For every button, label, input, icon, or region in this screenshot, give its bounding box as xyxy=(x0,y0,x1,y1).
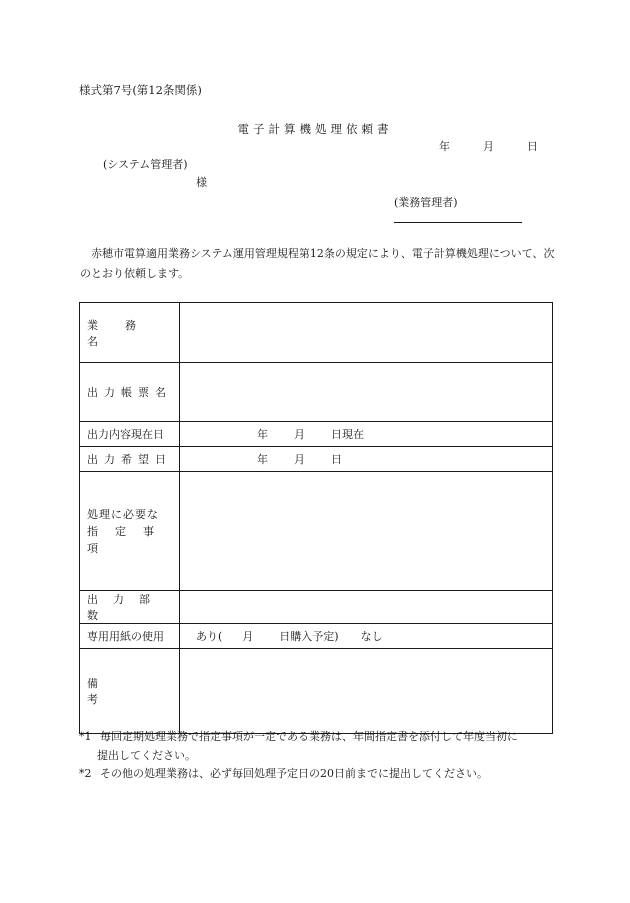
table-row xyxy=(80,447,553,472)
special-paper-field[interactable] xyxy=(180,624,553,649)
year-label: 年 xyxy=(257,453,268,466)
label-line-1: 処理に必要な xyxy=(87,507,159,521)
desired-output-date-field[interactable] xyxy=(180,447,553,472)
note-mark: *1 xyxy=(79,730,92,743)
table-row xyxy=(80,363,553,422)
label-text: 出力希望日 xyxy=(87,453,172,466)
honorific: 様 xyxy=(196,176,207,189)
row-label-special-paper xyxy=(80,624,180,649)
remarks-field[interactable] xyxy=(180,649,553,734)
day-label: 日現在 xyxy=(331,428,364,441)
request-form-table xyxy=(79,302,553,734)
label-spread xyxy=(87,317,165,349)
note-mark: *2 xyxy=(79,767,92,780)
label-text: 出力部数 xyxy=(87,593,165,622)
date-values xyxy=(180,451,552,467)
row-label-remarks xyxy=(80,649,180,734)
output-form-name-field[interactable] xyxy=(180,363,553,422)
label-two-lines xyxy=(87,506,179,557)
date-values xyxy=(180,426,552,442)
table-row xyxy=(80,303,553,363)
row-label-output-copies xyxy=(80,591,180,624)
output-content-date-field[interactable] xyxy=(180,422,553,447)
document-date xyxy=(439,138,538,154)
label-text: 専用用紙の使用 xyxy=(87,630,164,643)
intro-paragraph: 赤穂市電算適用業務システム運用管理規程第12条の規定により、電子計算機処理について、次のとおり依頼します。 xyxy=(80,247,555,280)
year-label: 年 xyxy=(257,428,268,441)
signature-line[interactable] xyxy=(394,222,522,223)
row-label-desired-output-date xyxy=(80,447,180,472)
purchase-day-label: 日購入予定) xyxy=(279,630,339,643)
sender-role: (業務管理者) xyxy=(394,196,458,209)
note-2 xyxy=(79,765,488,781)
date-month-label: 月 xyxy=(483,140,494,153)
form-number: 様式第7号(第12条関係) xyxy=(79,83,202,97)
note-text: その他の処理業務は、必ず毎回処理予定日の20日前までに提出してください。 xyxy=(100,767,488,780)
table-row xyxy=(80,624,553,649)
business-name-field[interactable] xyxy=(180,303,553,363)
label-text: 出力内容現在日 xyxy=(87,428,164,441)
required-specifications-field[interactable] xyxy=(180,472,553,591)
month-label: 月 xyxy=(294,453,305,466)
label-text: 業務名 xyxy=(87,318,163,348)
note-text-continued: 提出してください。 xyxy=(97,749,196,762)
row-label-output-form-name xyxy=(80,363,180,422)
day-label: 日 xyxy=(331,453,342,466)
special-paper-options xyxy=(180,628,552,644)
month-label: 月 xyxy=(242,630,254,643)
addressee-role: (システム管理者) xyxy=(103,158,188,171)
table-row xyxy=(80,472,553,591)
date-year-label: 年 xyxy=(439,140,450,153)
label-line-2: 指定事項 xyxy=(87,524,171,555)
month-label: 月 xyxy=(294,428,305,441)
row-label-business-name xyxy=(80,303,180,363)
table-row xyxy=(80,422,553,447)
row-label-required-specifications xyxy=(80,472,180,591)
option-yes[interactable]: あり( xyxy=(196,630,223,643)
table-row xyxy=(80,649,553,734)
row-label-output-content-date xyxy=(80,422,180,447)
output-copies-field[interactable] xyxy=(180,591,553,624)
table-row xyxy=(80,591,553,624)
note-text: 毎回定期処理業務で指定事項が一定である業務は、年間指定書を添付して年度当初に xyxy=(100,730,518,743)
document-title: 電子計算機処理依頼書 xyxy=(237,122,393,136)
label-text: 出力帳票名 xyxy=(87,386,172,399)
note-1 xyxy=(79,727,554,765)
option-no[interactable]: なし xyxy=(360,630,383,643)
date-day-label: 日 xyxy=(527,140,538,153)
label-text: 備考 xyxy=(87,677,156,706)
